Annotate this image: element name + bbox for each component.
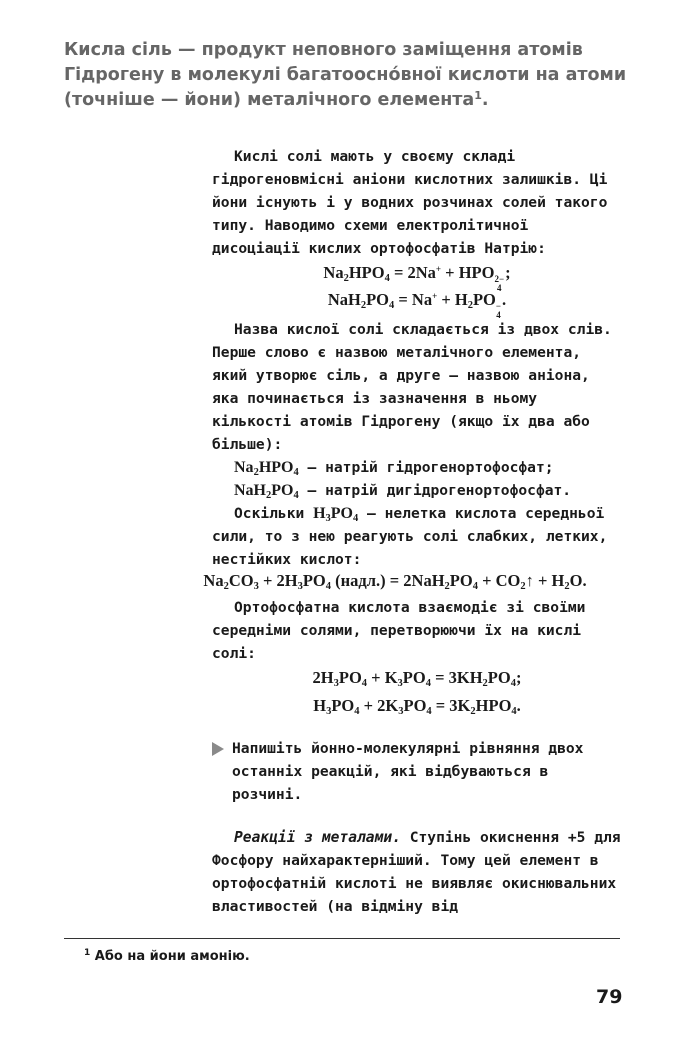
- equation-k3po4-kh2po4: $2H_3PO_4 + K_3PO_4 = 3KH_2PO_4$;: [312, 668, 522, 689]
- paragraph-text: Кислі солі мають у своєму складі гідрогеновмісні аніони кислотних залишків. Ці йони існують і у водних розчинах солей такого типу. Наводимо схеми електролітичної дисоціації кислих ортофосфатів Натрію:: [212, 148, 608, 257]
- footnote-text: Або на йони амонію.: [94, 949, 250, 964]
- footnote-mark: 1: [84, 948, 91, 958]
- salt-name-line: $Na_2HPO_4$ — натрій гідрогенортофосфат;: [234, 459, 554, 478]
- task-text: Напишіть йонно-молекулярні рівняння двох останніх реакцій, які відбуваються в розчині.: [232, 740, 584, 803]
- salt-name-text: — натрій гідрогенортофосфат;: [298, 459, 554, 476]
- definition-text: Кисла сіль — продукт неповного заміщення атомів Гідрогену в молекулі багатоосно́вної кислоти на атоми (точніше — йони) металічного елемента: [64, 40, 627, 110]
- paragraph-salt-naming: [212, 318, 622, 456]
- gas-arrow-icon: ↑: [525, 571, 534, 590]
- equation-na2co3-reaction: $Na_2CO_3 + 2H_3PO_4$ (надл.) = $2NaH_2PO_4$ + $CO_2↑ + H_2O$.: [203, 571, 587, 592]
- section-title: Реакції з металами.: [234, 829, 401, 846]
- paragraph-acid-salts: [212, 145, 622, 260]
- footnote-divider: [64, 938, 620, 939]
- salt-names-list: [212, 456, 622, 502]
- excess-note: (надл.): [335, 571, 386, 590]
- section-reactions-with-metals: [212, 826, 622, 918]
- paragraph-prefix: Оскільки: [234, 505, 314, 522]
- exercise-task: [212, 737, 624, 806]
- footnote: [84, 948, 250, 966]
- equation-na2hpo4-dissociation: $Na_2HPO_4 = 2Na^+$ + HPO 2− 4 ;: [323, 263, 511, 293]
- paragraph-h3po4-strength: Оскільки $H_3PO_4$ — нелетка кислота середньої сили, то з нею реагують солі слабких, летких, нестійких кислот:: [212, 505, 608, 568]
- section-text: Ступінь окиснення +5 для Фосфору найхарактерніший. Тому цей елемент в ортофосфатній кислоті не виявляє окиснювальних властивостей (на відміну від: [212, 829, 621, 915]
- definition-end-punct: .: [481, 90, 489, 110]
- page-number: 79: [596, 986, 623, 1008]
- paragraph-text: Ортофосфатна кислота взаємодіє зі своїми середніми солями, перетворюючи їх на кислі солі:: [212, 599, 586, 662]
- paragraph-text: Назва кислої солі складається із двох слів. Перше слово є назвою металічного елемента, який утворює сіль, а друге — назвою аніона, яка починається із зазначення в ньому кількості атомів Гідрогену (якщо їх два або більше):: [212, 321, 612, 453]
- salt-name-line: $NaH_2PO_4$ — натрій дигідрогенортофосфат.: [234, 482, 572, 501]
- equation-nah2po4-dissociation: $NaH_2PO_4 = Na^+ + H_2PO$ − 4 .: [327, 290, 507, 320]
- equation-k3po4-k2hpo4: $H_3PO_4 + 2K_3PO_4 = 3K_2HPO_4$.: [313, 696, 521, 717]
- definition-block: [64, 38, 644, 113]
- triangle-bullet-icon: [212, 742, 224, 756]
- salt-name-text: — натрій дигідрогенортофосфат.: [298, 482, 572, 499]
- paragraph-phosphoric-acid-salts: [212, 596, 622, 665]
- definition-footnote-mark[interactable]: 1: [474, 89, 482, 102]
- paragraph-suffix: — нелетка кислота середньої сили, то з нею реагують солі слабких, летких, нестійких кислот:: [212, 505, 608, 568]
